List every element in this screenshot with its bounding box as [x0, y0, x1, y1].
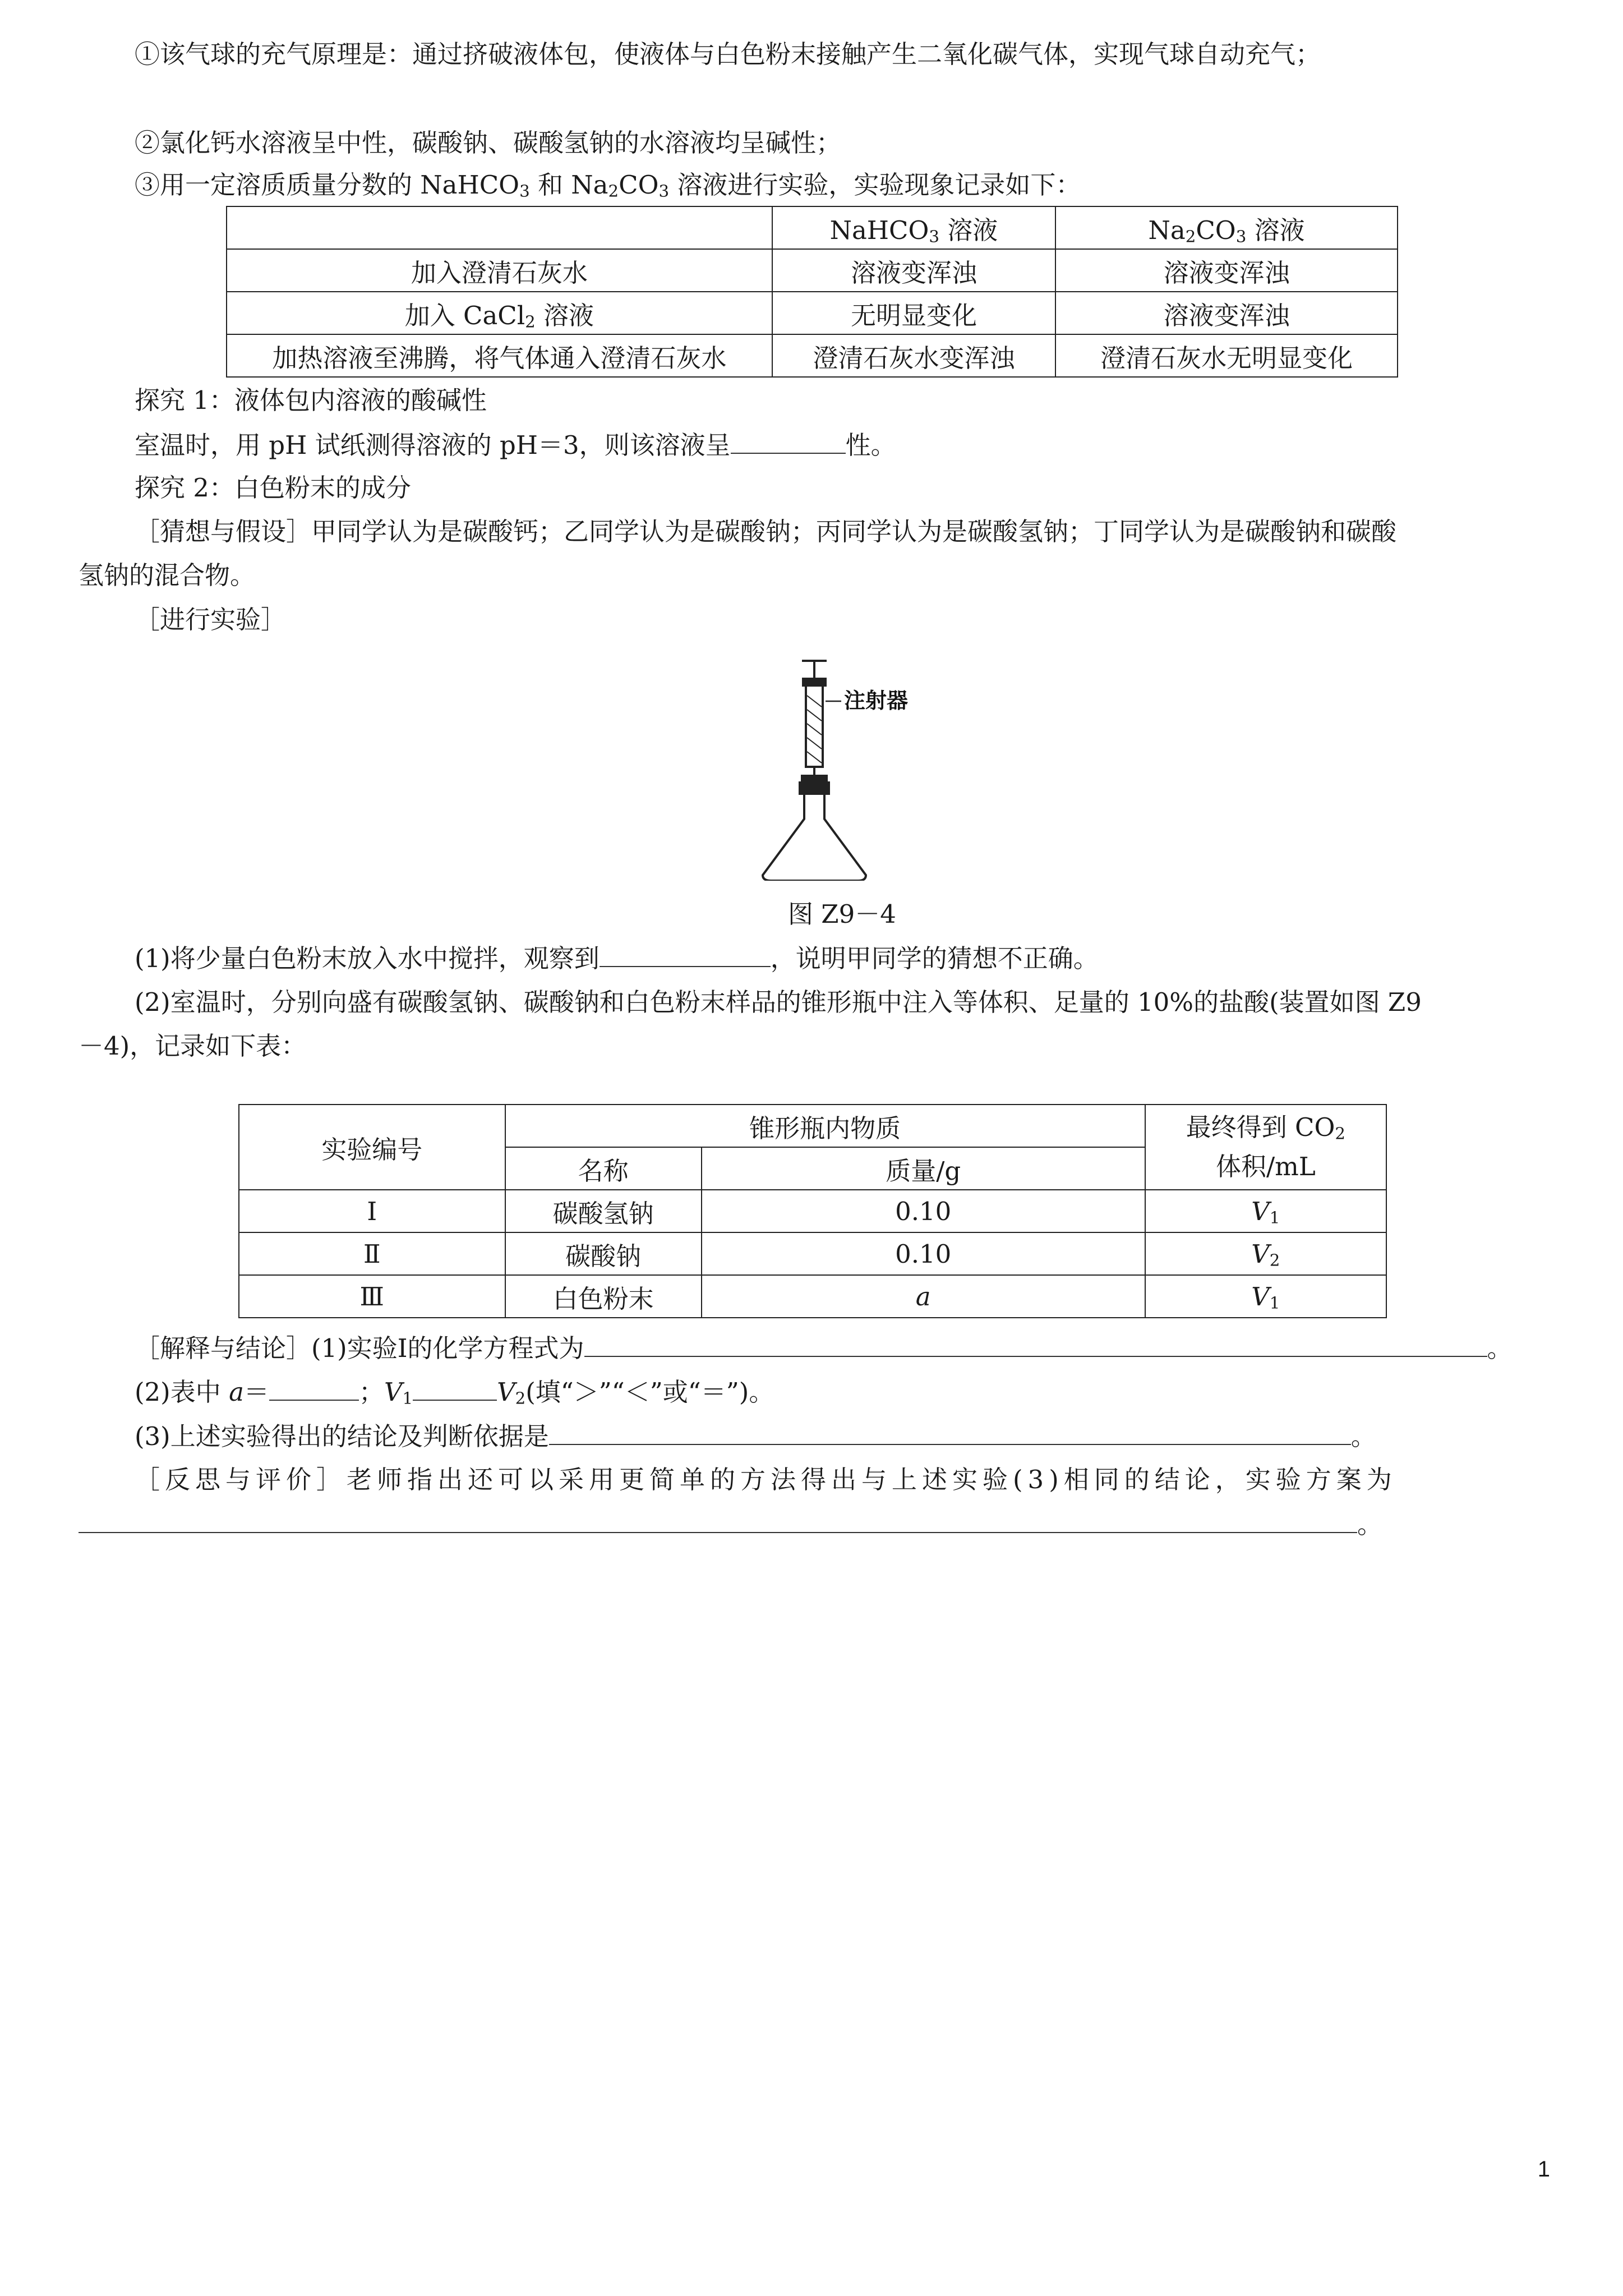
conclusion-3: (3)上述实验得出的结论及判断依据是 。 [135, 1419, 1376, 1453]
table1-row3-nahco3: 澄清石灰水变浑浊 [772, 334, 1055, 377]
table2-row2-name: 碳酸钠 [505, 1232, 702, 1275]
table2-row3-number: Ⅲ [239, 1275, 505, 1318]
table2-row2-number: Ⅱ [239, 1232, 505, 1275]
table2-row1-name: 碳酸氢钠 [505, 1190, 702, 1232]
reflection-line: ［反思与评价］老师指出还可以采用更简单的方法得出与上述实验(3)相同的结论，实验方案为 [135, 1465, 1397, 1494]
question-2-line-2: －4)，记录如下表： [79, 1031, 307, 1061]
table-row [239, 1232, 1386, 1275]
table-row [239, 1190, 1386, 1232]
table2-header-volume: 最终得到 $CO_2$ 体积/mL [1145, 1105, 1386, 1190]
table1-row2-label: 加入 CaCl$_2$ 溶液 [227, 292, 772, 334]
explore1-title: 探究 1：液体包内溶液的酸碱性 [135, 385, 487, 415]
table2-row3-volume: $V_1$ [1145, 1275, 1386, 1318]
reflection-answer: 。 [79, 1507, 1382, 1542]
answer-blank-observation[interactable] [600, 941, 771, 967]
table2-row1-number: Ⅰ [239, 1190, 505, 1232]
explore1-question: 室温时，用 pH 试纸测得溶液的 pH＝3，则该溶液呈 性。 [135, 428, 896, 462]
answer-blank-plan[interactable] [79, 1507, 1357, 1533]
table2-header-mass: 质量/g [702, 1147, 1145, 1190]
table2-header-substance: 锥形瓶内物质 [505, 1105, 1145, 1147]
answer-blank-equation[interactable] [584, 1331, 1487, 1357]
intro-line-3: ③用一定溶质质量分数的 NaHCO$_3$ 和 $Na_2CO_3$ 溶液进行实验，实验现象记录如下： [135, 170, 1081, 201]
question-1: (1)将少量白色粉末放入水中搅拌，观察到 ，说明甲同学的猜想不正确。 [135, 941, 1099, 976]
hypothesis-line-1: ［猜想与假设］甲同学认为是碳酸钙；乙同学认为是碳酸钠；丙同学认为是碳酸氢钠；丁同学认为是碳酸钠和碳酸 [135, 517, 1397, 546]
hypothesis-line-2: 氢钠的混合物。 [79, 560, 256, 590]
table2-row3-mass: a [702, 1275, 1145, 1318]
answer-blank-acidity[interactable] [731, 428, 846, 454]
table1-row1-nahco3: 溶液变浑浊 [772, 249, 1055, 292]
conclusion-2: (2)表中 a＝ ；$V_1$ $V_2$(填“＞”“＜”或“＝”)。 [135, 1375, 774, 1409]
table2-row2-volume: $V_2$ [1145, 1232, 1386, 1275]
table2-row3-name: 白色粉末 [505, 1275, 702, 1318]
table2-header-name: 名称 [505, 1147, 702, 1190]
experiment-heading: ［进行实验］ [135, 605, 287, 634]
conclusion-1: ［解释与结论］(1)实验Ⅰ的化学方程式为 。 [135, 1331, 1513, 1365]
figure-caption: 图 Z9－4 [788, 899, 896, 929]
table1-header-na2co3: $Na_2CO_3$ 溶液 [1055, 206, 1398, 249]
co2-volume-table [238, 1104, 1387, 1318]
table1-row2-nahco3: 无明显变化 [772, 292, 1055, 334]
flask-syringe-apparatus [740, 656, 953, 881]
question-2-line-1: (2)室温时，分别向盛有碳酸氢钠、碳酸钠和白色粉末样品的锥形瓶中注入等体积、足量的 10%的盐酸(装置如图 Z9 [135, 987, 1422, 1017]
table-row [239, 1275, 1386, 1318]
page-number: 1 [1537, 2157, 1550, 2182]
explore2-title: 探究 2：白色粉末的成分 [135, 473, 411, 503]
table1-row3-na2co3: 澄清石灰水无明显变化 [1055, 334, 1398, 377]
table1-row3-label: 加热溶液至沸腾，将气体通入澄清石灰水 [227, 334, 772, 377]
syringe-label: 注射器 [844, 688, 909, 713]
table2-row1-mass: 0.10 [702, 1190, 1145, 1232]
table2-row1-volume: $V_1$ [1145, 1190, 1386, 1232]
table1-corner [227, 206, 772, 249]
table1-header-nahco3: NaHCO$_3$ 溶液 [772, 206, 1055, 249]
answer-blank-mass[interactable] [269, 1375, 359, 1401]
answer-blank-basis[interactable] [549, 1419, 1351, 1445]
table1-row2-na2co3: 溶液变浑浊 [1055, 292, 1398, 334]
intro-line-2: ②氯化钙水溶液呈中性，碳酸钠、碳酸氢钠的水溶液均呈碱性； [135, 128, 842, 158]
table1-row1-label: 加入澄清石灰水 [227, 249, 772, 292]
table2-row2-mass: 0.10 [702, 1232, 1145, 1275]
table2-header-number: 实验编号 [239, 1105, 505, 1190]
intro-line-1: ①该气球的充气原理是：通过挤破液体包，使液体与白色粉末接触产生二氧化碳气体，实现气球自动充气； [135, 39, 1321, 69]
observation-table [226, 206, 1398, 378]
table1-row1-na2co3: 溶液变浑浊 [1055, 249, 1398, 292]
answer-blank-compare[interactable] [413, 1375, 497, 1401]
